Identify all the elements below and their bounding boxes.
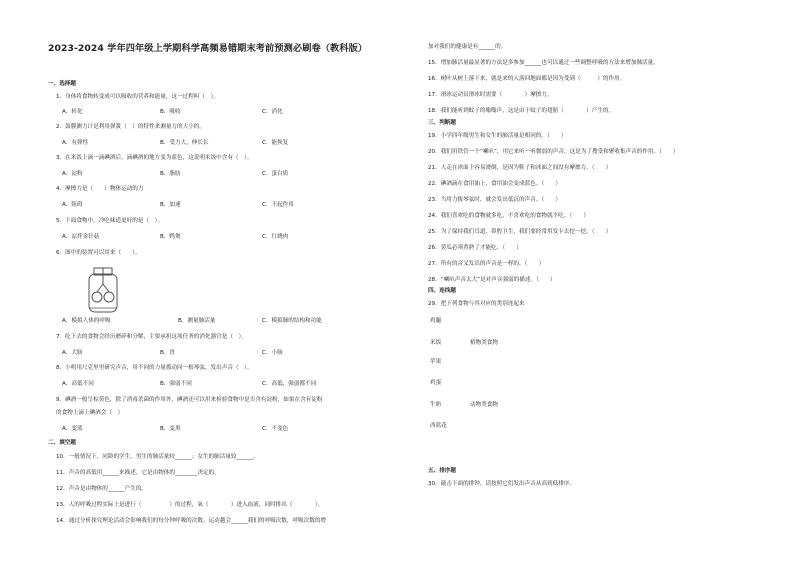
question-9: 9．碘酒一般呈棕黄色，除了消毒杀菌的作用外，碘酒还可以用来检验食物中是否含有淀粉，如果在含有淀粉 xyxy=(56,397,323,403)
food-item: 米饭 xyxy=(430,340,442,346)
option: B．鸭煲 xyxy=(160,234,181,240)
question-9-cont: 的食物上滴上碘酒会（ ） xyxy=(56,410,124,416)
question-10: 10．一般情况下，同龄的学生，男生的肺活量较______；女生的肺活量较______。 xyxy=(56,454,259,460)
question-21: 21．人走在冰面上容易滑倒，是因为鞋子和冰面之间没有摩擦力。（ ） xyxy=(428,165,612,171)
lung-model-figure xyxy=(86,266,120,314)
question-13: 13．人的呼吸过程实际上是进行（ ）的过程，氧（ ）进入血液，同时排出（ ）。 xyxy=(56,502,324,508)
food-item: 鸡腿 xyxy=(430,318,442,324)
option: A．淀粉 xyxy=(62,171,83,177)
food-item: 鸡蛋 xyxy=(430,380,442,386)
question-7: 7．吃下去的食物会经历磨碎和分解，主要承担这项任务的消化器官是（ ）。 xyxy=(56,334,247,340)
option: A．变蓝 xyxy=(62,426,83,432)
question-2: 2．鼓膜测力计是利用弹簧（ ）的特性来测量力的大小的。 xyxy=(56,124,205,130)
option: C．高低，强弱都不同 xyxy=(262,381,317,387)
question-20: 20．我们用铁管一个“喇叭”，用它来听一听微弱的声音，这是为了搜受和聚收集声音的作用。（ ） xyxy=(428,149,679,155)
question-23: 23．当用力拨琴弦时，就会发出低沉的声音。（ ） xyxy=(428,197,561,203)
option: B．强弱不同 xyxy=(160,381,192,387)
section-match-heading: 四、连线题 xyxy=(428,288,456,294)
question-1: 1．身体将食物转变成可以吸收的营养和能量，这一过程叫（ ）。 xyxy=(56,94,219,100)
option: A．阻碍 xyxy=(62,202,83,208)
option: B．吸收 xyxy=(160,109,181,115)
option: B．加速 xyxy=(160,202,181,208)
option: B．脂肪 xyxy=(160,171,181,177)
question-26: 26．黄瓜必须煮熟了才能吃。（ ） xyxy=(428,245,522,251)
question-15: 15．增加肺活量最显著的方法是多参加______也可以通过一些调整呼吸的方法来增加肺活量。 xyxy=(428,60,659,66)
question-11: 11．声音的高低用______来描述，它是由物体的________决定的。 xyxy=(56,470,220,476)
option: C．模拟肺的结构和功能 xyxy=(262,318,322,324)
section-order-heading: 五、排序题 xyxy=(428,468,456,474)
question-24: 24．我们喜欢吃的食物就多吃，不喜欢吃的食物就不吃。（ ） xyxy=(428,213,589,219)
question-8: 8．小明用尺克里里研究声音，用不同的力量拨动同一根琴弦，发出声音（ ）。 xyxy=(56,365,253,371)
option: A．大肠 xyxy=(62,350,83,356)
food-item: 牛奶 xyxy=(430,402,442,408)
question-27: 27．所有的音叉发出的声音是一样的。（ ） xyxy=(428,261,545,267)
question-16: 16．树叶从树上落下来，就是来的人落回地面都是因为受到（ ）的作用。 xyxy=(428,76,626,82)
food-item: 苹果 xyxy=(430,359,442,365)
option: A．有弹性 xyxy=(62,140,89,146)
food-item: 西蓝花 xyxy=(430,423,447,429)
question-29: 29．把下列食物与其对应的类别连起来 xyxy=(428,301,525,307)
option: C．蛋白质 xyxy=(262,171,289,177)
section-fill-heading: 二、填空题 xyxy=(48,440,76,446)
question-30: 30．敲击下面的排钟，请按照它们发出声音从高到低排序。 xyxy=(428,481,575,487)
option: C．不起作用 xyxy=(262,202,294,208)
option: B．胃 xyxy=(160,350,176,356)
category-item: 植物类食物 xyxy=(470,340,498,346)
option: B．测量肺活量 xyxy=(178,318,216,324)
question-19: 19．小学四年级男生和女生的肺活量是相同的。（ ） xyxy=(428,133,567,139)
question-4: 4．摩擦力是（ ）物体运动的力 xyxy=(56,186,144,192)
option: A．转化 xyxy=(62,109,83,115)
question-25: 25．为了保持我们耳道、鼻腔卫生，我们要经常用发卡去挖一挖。（ ） xyxy=(428,229,612,235)
question-12: 12．声音是由物体的______产生的。 xyxy=(56,486,148,492)
section-judge-heading: 三、判断题 xyxy=(428,120,456,126)
option: A．模拟人体的呼吸 xyxy=(62,318,111,324)
option: C．消化 xyxy=(262,109,283,115)
question-17: 17．滑冰运动员滑冰时需要（ ）摩擦力。 xyxy=(428,92,553,98)
option: C．小肠 xyxy=(262,350,283,356)
question-3: 3．在米饭上滴一滴碘酒后，滴碘酒的地方变为蓝色，这说明米饭中含有（ ）。 xyxy=(56,155,253,161)
question-18: 18．我们能听到蚊子的嗡嗡声，这是由于蚊子的翅膀（ ）产生的。 xyxy=(428,108,615,114)
category-item: 动物类食物 xyxy=(470,402,498,408)
question-22: 22．碘酒滴在食用油上，食用油会变成蓝色。（ ） xyxy=(428,181,561,187)
option: B．变黑 xyxy=(160,426,181,432)
option: B．受力大，伸长长 xyxy=(160,140,209,146)
page-title: 2023-2024 学年四年级上学期科学高频易错期末考前预测必刷卷（教科版） xyxy=(48,43,368,54)
question-14: 14．通过分析探究理论活动会影响我们的每分钟呼吸的次数，运动越会______我们的呼吸次数，呼吸次数的增 xyxy=(56,518,327,524)
option: C．红烧肉 xyxy=(262,234,289,240)
question-28: 28．“喇叭声音太大”是对声音强弱的描述。（ ） xyxy=(428,277,556,283)
question-6: 6．图中的装置可以用来（ ）。 xyxy=(56,250,141,256)
option: C．不变色 xyxy=(262,426,289,432)
question-14-cont: 加对我们的健康是有______的。 xyxy=(428,44,507,50)
option: A．凉拌金针菇 xyxy=(62,234,100,240)
option: A．高低不同 xyxy=(62,381,94,387)
section-choice-heading: 一、选择题 xyxy=(48,81,76,87)
question-5: 5．下面食物中，冷吃味道更好的是（ ）。 xyxy=(56,218,164,224)
option: C．能恢复 xyxy=(262,140,289,146)
